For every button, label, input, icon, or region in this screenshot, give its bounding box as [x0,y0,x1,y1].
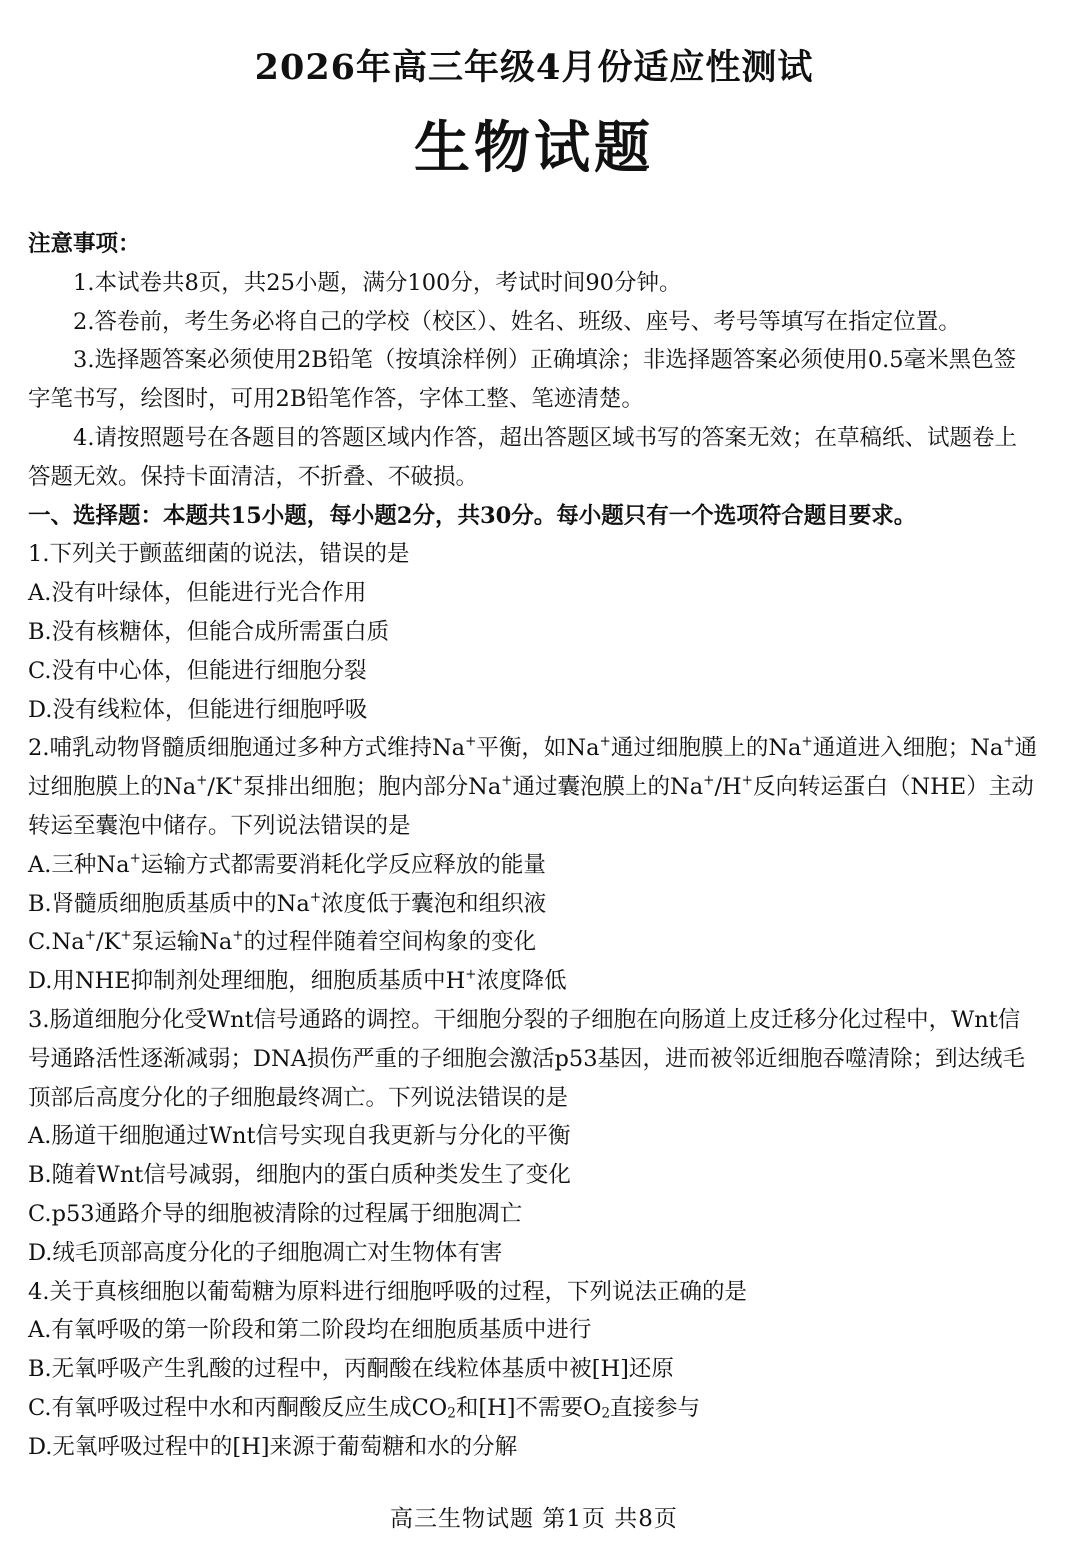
question-1-option-c: C.没有中心体，但能进行细胞分裂 [28,657,367,684]
notice-item-2: 2.答卷前，考生务必将自己的学校（校区）、姓名、班级、座号、考号等填写在指定位置。 [73,308,961,335]
question-3-option-d: D.绒毛顶部高度分化的子细胞凋亡对生物体有害 [28,1239,503,1266]
question-4-option-b: B.无氧呼吸产生乳酸的过程中，丙酮酸在线粒体基质中被[H]还原 [28,1356,674,1383]
notice-item-3: 3.选择题答案必须使用2B铅笔（按填涂样例）正确填涂；非选择题答案必须使用0.5毫米黑色签字笔书写，绘图时，可用2B铅笔作答，字体工整、笔迹清楚。 [28,347,1017,413]
notice-heading: 注意事项： [28,231,141,257]
question-4-option-c: C.有氧呼吸过程中水和丙酮酸反应生成$CO_2$和[H]不需要$O_2$直接参与 [28,1394,701,1422]
section-heading: 一、选择题：本题共15小题，每小题2分，共30分。每小题只有一个选项符合题目要求。 [28,502,917,529]
notice-item-1: 1.本试卷共8页，共25小题，满分100分，考试时间90分钟。 [73,269,682,296]
question-1-option-d: D.没有线粒体，但能进行细胞呼吸 [28,696,368,723]
question-3-stem: 3.肠道细胞分化受Wnt信号通路的调控。干细胞分裂的子细胞在向肠道上皮迁移分化过程中，Wnt信号通路活性逐渐减弱；DNA损伤严重的子细胞会激活p53基因，进而被邻近细胞吞噬清除；到达绒毛顶部后高度分化的子细胞最终凋亡。下列说法错误的是 [28,1006,1026,1111]
question-3-option-a: A.肠道干细胞通过Wnt信号实现自我更新与分化的平衡 [28,1123,571,1150]
question-4-option-d: D.无氧呼吸过程中的[H]来源于葡萄糖和水的分解 [28,1433,518,1460]
question-2-option-c: C.Na+/K+泵运输Na+的过程伴随着空间构象的变化 [28,927,537,956]
exam-title: 2026年高三年级4月份适应性测试 [254,47,814,88]
question-4-option-a: A.有氧呼吸的第一阶段和第二阶段均在细胞质基质中进行 [28,1317,592,1344]
page-footer: 高三生物试题 第1页 共8页 [390,1506,678,1532]
question-4-stem: 4.关于真核细胞以葡萄糖为原料进行细胞呼吸的过程，下列说法正确的是 [28,1278,747,1305]
notice-item-4: 4.请按照题号在各题目的答题区域内作答，超出答题区域书写的答案无效；在草稿纸、试题卷上答题无效。保持卡面清洁，不折叠、不破损。 [28,424,1017,490]
question-1-option-a: A.没有叶绿体，但能进行光合作用 [28,580,367,607]
question-1-stem: 1.下列关于颤蓝细菌的说法，错误的是 [28,541,410,568]
subject-title: 生物试题 [414,115,654,181]
question-2-option-a: A.三种Na+运输方式都需要消耗化学反应释放的能量 [28,850,546,878]
question-2-option-b: B.肾髓质细胞质基质中的Na+浓度低于囊泡和组织液 [28,889,547,917]
question-2-option-d: D.用NHE抑制剂处理细胞，细胞质基质中H+浓度降低 [28,966,567,995]
exam-body [28,225,1038,1467]
question-3-option-c: C.p53通路介导的细胞被清除的过程属于细胞凋亡 [28,1200,523,1227]
question-2-stem: 2.哺乳动物肾髓质细胞通过多种方式维持Na+平衡，如Na+通过细胞膜上的Na+通道进入细胞；Na+通过细胞膜上的Na+/K+泵排出细胞；胞内部分Na+通过囊泡膜上的Na+/H+反向转运蛋白（NHE）主动转运至囊泡中储存。下列说法错误的是 [28,733,1038,839]
question-3-option-b: B.随着Wnt信号减弱，细胞内的蛋白质种类发生了变化 [28,1162,571,1189]
question-1-option-b: B.没有核糖体，但能合成所需蛋白质 [28,618,390,645]
